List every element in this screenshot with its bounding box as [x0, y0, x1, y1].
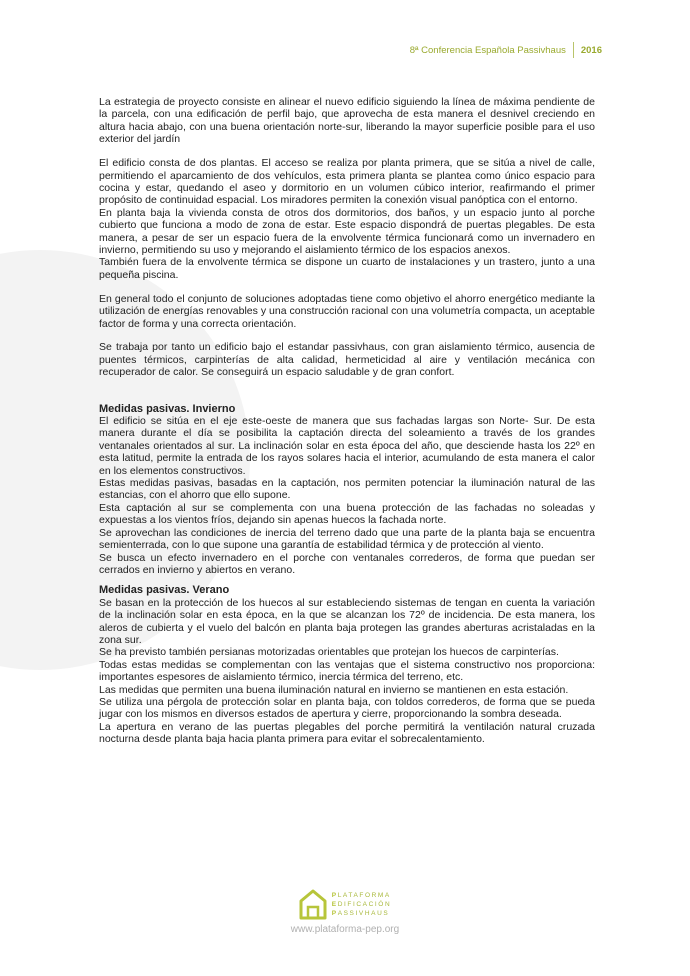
paragraph: Esta captación al sur se complementa con una buena protección de las fachadas no soleadas y expuestas a los vientos fríos, dejando sin apenas huecos la fachada norte. — [99, 501, 595, 527]
paragraph: Todas estas medidas se complementan con las ventajas que el sistema constructivo nos proporciona: importantes espesores de aislamiento térmico, inercia térmica del terreno, etc. — [99, 658, 595, 684]
house-logo-icon — [299, 888, 327, 920]
paragraph: Se ha previsto también persianas motorizadas orientables que protejan los huecos de carpinterías. — [99, 646, 559, 659]
logo-wordmark: PLATAFORMA EDIFICACIÓN PASSIVHAUS — [331, 891, 392, 917]
paragraph: En planta baja la vivienda consta de otros dos dormitorios, dos baños, y un espacio junto al porche cubierto que funciona a modo de zona de estar. Este espacio dispondrá de puertas plegables. De esta manera, a pesar de ser un espacio fuera de la envolvente térmica funcionará como un invernadero en invierno, permitiendo su uso y mejorando el aislamiento térmico de los espacios anexos. — [99, 206, 595, 256]
paragraph: La apertura en verano de las puertas plegables del porche permitirá la ventilación natural cruzada nocturna desde planta baja hacia planta primera para evitar el sobrecalentamiento. — [99, 720, 595, 746]
paragraph: El edificio se sitúa en el eje este-oeste de manera que sus fachadas largas son Norte- Sur. De esta manera durante el día se posibilita la captación directa del soleamiento a través de los grandes ventanales orientados al sur. La inclinación solar en esta época del año, que desciende hasta los 22º en esta latitud, permite la entrada de los rayos solares hacia el interior, acumulando de esta manera el calor en los elementos constructivos. — [99, 415, 595, 477]
conference-title: 8ª Conferencia Española Passivhaus — [409, 44, 566, 56]
paragraph: Se trabaja por tanto un edificio bajo el estandar passivhaus, con gran aislamiento térmico, ausencia de puentes térmicos, carpinterías de alta calidad, hermeticidad al aire y ventilación mecánica con recuperador de calor. Se conseguirá un espacio saludable y de gran confort. — [99, 341, 595, 379]
paragraph: Estas medidas pasivas, basadas en la captación, nos permiten potenciar la iluminación natural de las estancias, con el ahorro que ello supone. — [99, 477, 595, 502]
conference-year: 2016 — [580, 44, 602, 56]
pep-logo — [299, 888, 392, 920]
page-header — [410, 42, 602, 58]
paragraph: El edificio consta de dos plantas. El acceso se realiza por planta primera, que se sitúa a nivel de calle, permitiendo el aparcamiento de dos vehículos, esta primera planta se plantea como único espacio para cocina y estar, quedando el aseo y dormitorio en un volumen cúbico interior, reafirmando el primer propósito de continuidad espacial. Los miradores permiten la conexión visual panóptica con el entorno. — [99, 157, 595, 207]
paragraph: También fuera de la envolvente térmica se dispone un cuarto de instalaciones y un trastero, junto a una pequeña piscina. — [99, 256, 595, 281]
paragraph: Se aprovechan las condiciones de inercia del terreno dado que una parte de la planta baja se encuentra semienterrada, con lo que supone una garantía de estabilidad térmica y de protección al viento. — [99, 526, 595, 552]
document-body — [99, 96, 595, 746]
page-footer — [0, 888, 690, 935]
paragraph: La estrategia de proyecto consiste en alinear el nuevo edificio siguiendo la línea de máxima pendiente de la parcela, con una edificación de perfil bajo, que aprovecha de esta manera el desnivel creciendo en altura hacia abajo, con una buena orientación norte-sur, liberando la mayor superficie posible para el uso exterior del jardín — [99, 96, 595, 146]
paragraph: Las medidas que permiten una buena iluminación natural en invierno se mantienen en esta estación. — [99, 683, 569, 696]
paragraph: Se basan en la protección de los huecos al sur estableciendo sistemas de tengan en cuenta la variación de la inclinación solar en esta época, en la que se alcanzan los 72º de incidencia. De esta manera, los aleros de cubierta y el vuelo del balcón en planta baja protegen las grandes aberturas acristaladas en la zona sur. — [99, 596, 595, 646]
paragraph: Se busca un efecto invernadero en el porche con ventanales correderos, de forma que puedan ser cerrados en invierno y abiertos en verano. — [99, 551, 595, 576]
paragraph: Se utiliza una pérgola de protección solar en planta baja, con toldos correderos, de forma que se pueda jugar con los mismos en diversos estados de apertura y cierre, proporcionando la sombra deseada. — [99, 695, 595, 721]
section-heading-invierno: Medidas pasivas. Invierno — [99, 402, 236, 415]
header-divider — [573, 42, 574, 58]
section-heading-verano: Medidas pasivas. Verano — [99, 584, 230, 597]
footer-url: www.plataforma-pep.org — [290, 924, 400, 935]
paragraph: En general todo el conjunto de soluciones adoptadas tiene como objetivo el ahorro energético mediante la utilización de energías renovables y una construcción racional con una volumetría compacta, un aceptable factor de forma y una correcta orientación. — [99, 292, 595, 330]
